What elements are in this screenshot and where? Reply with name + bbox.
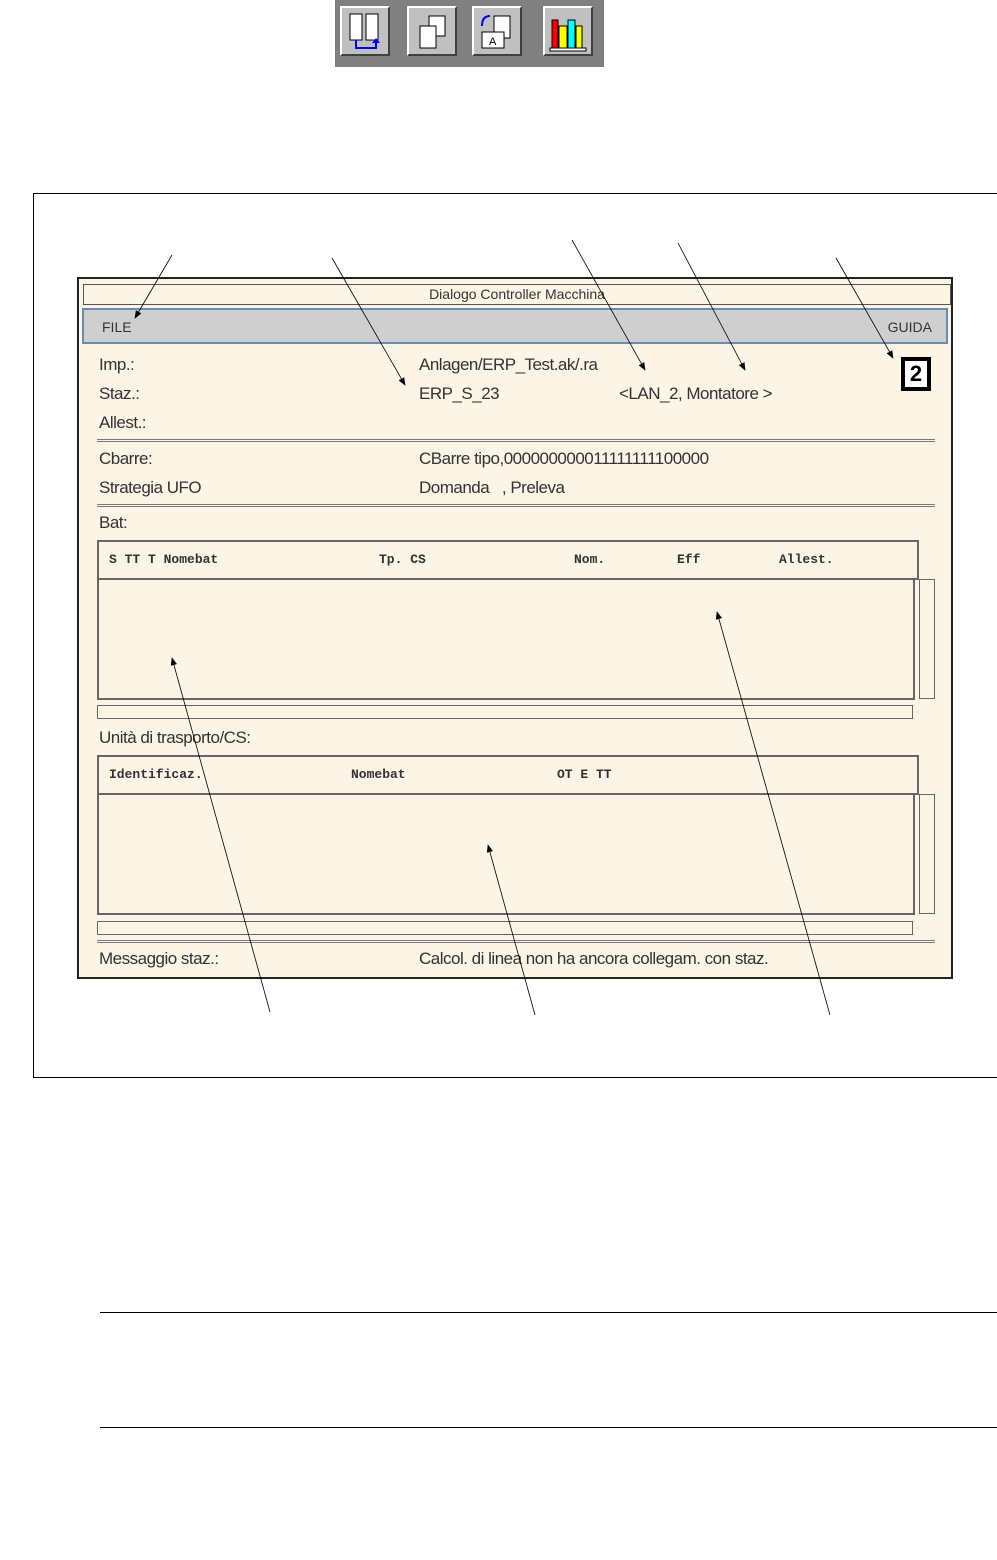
bat-label: Bat: <box>99 513 128 532</box>
allest-label: Allest.: <box>99 413 147 432</box>
bat-col-header[interactable]: Nom. <box>574 552 606 567</box>
staz-label: Staz.: <box>99 384 140 403</box>
bat-col-header[interactable]: Eff <box>677 552 701 567</box>
strategia-label: Strategia UFO <box>99 478 202 497</box>
imp-value: Anlagen/ERP_Test.ak/.ra <box>419 355 598 374</box>
bat-col-header[interactable]: Allest. <box>779 552 834 567</box>
callout-line <box>332 258 405 385</box>
cbarre-value: CBarre tipo,000000000011111111100000 <box>419 449 709 468</box>
cbarre-label: Cbarre: <box>99 449 153 468</box>
bat-col-header[interactable]: S TT T Nomebat <box>109 552 219 567</box>
callout-line <box>572 240 645 370</box>
divider <box>100 1427 997 1428</box>
dialog-title: Dialogo Controller Macchina <box>83 284 951 305</box>
ut-label: Unità di trasporto/CS: <box>99 728 251 747</box>
staz-value: ERP_S_23 <box>419 384 500 403</box>
strategia-value: Domanda , Preleva <box>419 478 565 497</box>
callout-line <box>678 243 745 370</box>
imp-label: Imp.: <box>99 355 135 374</box>
callout-line <box>172 658 270 1012</box>
menu-help[interactable]: GUIDA <box>887 319 932 335</box>
callout-line <box>135 255 172 318</box>
staz-extra: <LAN_2, Montatore > <box>619 384 773 403</box>
callout-line <box>488 845 535 1015</box>
bat-col-header[interactable]: Tp. CS <box>379 552 426 567</box>
callout-line <box>717 612 830 1015</box>
svg-text:A: A <box>489 36 497 48</box>
ut-col-header[interactable]: Nomebat <box>351 767 406 782</box>
message-label: Messaggio staz.: <box>99 949 219 968</box>
ut-col-header[interactable]: Identificaz. <box>109 767 203 782</box>
menu-file[interactable]: FILE <box>102 319 132 335</box>
divider <box>100 1312 997 1313</box>
callout-line <box>836 258 893 358</box>
message-value: Calcol. di linea non ha ancora collegam. con staz. <box>419 949 769 968</box>
station-number-badge: 2 <box>901 357 931 391</box>
ut-col-header[interactable]: OT E TT <box>557 767 612 782</box>
